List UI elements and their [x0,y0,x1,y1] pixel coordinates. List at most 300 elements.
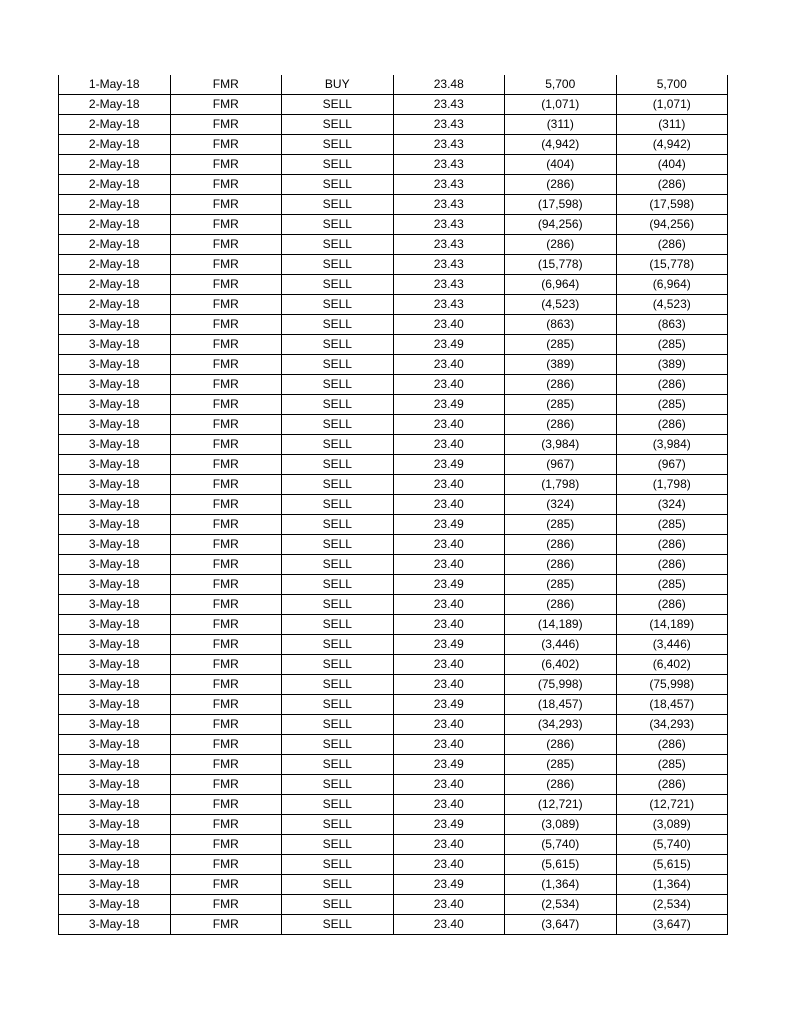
price-cell: 23.40 [393,355,505,375]
trade-date-cell: 3-May-18 [59,535,171,555]
trade-date-cell: 3-May-18 [59,515,171,535]
table-row [59,75,728,95]
trade-date-cell: 2-May-18 [59,235,171,255]
shares-cell: (324) [505,495,617,515]
shares-cell: (3,984) [505,435,617,455]
table-row [59,415,728,435]
shares-cell: (286) [505,735,617,755]
table-row [59,815,728,835]
net-shares-cell: (17,598) [616,195,728,215]
price-cell: 23.49 [393,755,505,775]
action-cell: SELL [282,775,394,795]
price-cell: 23.49 [393,875,505,895]
price-cell: 23.49 [393,515,505,535]
net-shares-cell: (12,721) [616,795,728,815]
trade-date-cell: 3-May-18 [59,355,171,375]
price-cell: 23.49 [393,335,505,355]
table-row [59,535,728,555]
trade-date-cell: 3-May-18 [59,595,171,615]
table-row [59,735,728,755]
action-cell: SELL [282,535,394,555]
action-cell: SELL [282,875,394,895]
net-shares-cell: (967) [616,455,728,475]
shares-cell: (389) [505,355,617,375]
table-row [59,595,728,615]
net-shares-cell: (285) [616,515,728,535]
net-shares-cell: (286) [616,175,728,195]
price-cell: 23.43 [393,295,505,315]
holder-cell: FMR [170,495,282,515]
price-cell: 23.43 [393,135,505,155]
table-row [59,495,728,515]
net-shares-cell: (286) [616,735,728,755]
net-shares-cell: (5,615) [616,855,728,875]
price-cell: 23.43 [393,235,505,255]
table-row [59,615,728,635]
table-row [59,135,728,155]
action-cell: SELL [282,135,394,155]
action-cell: SELL [282,475,394,495]
price-cell: 23.49 [393,815,505,835]
net-shares-cell: (389) [616,355,728,375]
price-cell: 23.40 [393,315,505,335]
table-row [59,295,728,315]
net-shares-cell: (286) [616,375,728,395]
table-row [59,215,728,235]
holder-cell: FMR [170,75,282,95]
table-row [59,315,728,335]
price-cell: 23.40 [393,655,505,675]
holder-cell: FMR [170,435,282,455]
price-cell: 23.49 [393,395,505,415]
holder-cell: FMR [170,475,282,495]
trade-date-cell: 3-May-18 [59,695,171,715]
trade-date-cell: 3-May-18 [59,755,171,775]
shares-cell: (1,798) [505,475,617,495]
holder-cell: FMR [170,195,282,215]
action-cell: SELL [282,695,394,715]
action-cell: SELL [282,835,394,855]
shares-cell: (967) [505,455,617,475]
price-cell: 23.40 [393,615,505,635]
shares-cell: (1,071) [505,95,617,115]
price-cell: 23.40 [393,895,505,915]
price-cell: 23.43 [393,95,505,115]
holder-cell: FMR [170,875,282,895]
action-cell: SELL [282,155,394,175]
price-cell: 23.43 [393,195,505,215]
action-cell: SELL [282,555,394,575]
net-shares-cell: (285) [616,755,728,775]
action-cell: SELL [282,855,394,875]
transactions-table-body [59,75,728,935]
table-row [59,695,728,715]
net-shares-cell: (286) [616,415,728,435]
trade-date-cell: 2-May-18 [59,195,171,215]
net-shares-cell: (34,293) [616,715,728,735]
holder-cell: FMR [170,735,282,755]
net-shares-cell: (18,457) [616,695,728,715]
shares-cell: (286) [505,595,617,615]
price-cell: 23.49 [393,575,505,595]
price-cell: 23.43 [393,155,505,175]
action-cell: SELL [282,635,394,655]
action-cell: SELL [282,415,394,435]
trade-date-cell: 3-May-18 [59,635,171,655]
shares-cell: (286) [505,775,617,795]
holder-cell: FMR [170,455,282,475]
net-shares-cell: (285) [616,335,728,355]
trade-date-cell: 3-May-18 [59,875,171,895]
shares-cell: (4,942) [505,135,617,155]
action-cell: SELL [282,295,394,315]
trade-date-cell: 2-May-18 [59,295,171,315]
trade-date-cell: 1-May-18 [59,75,171,95]
shares-cell: (863) [505,315,617,335]
action-cell: SELL [282,395,394,415]
net-shares-cell: (286) [616,595,728,615]
trade-date-cell: 3-May-18 [59,735,171,755]
net-shares-cell: (404) [616,155,728,175]
table-row [59,775,728,795]
net-shares-cell: (286) [616,235,728,255]
trade-date-cell: 3-May-18 [59,375,171,395]
net-shares-cell: (2,534) [616,895,728,915]
holder-cell: FMR [170,655,282,675]
price-cell: 23.40 [393,595,505,615]
trade-date-cell: 3-May-18 [59,495,171,515]
net-shares-cell: (3,446) [616,635,728,655]
action-cell: SELL [282,455,394,475]
action-cell: SELL [282,335,394,355]
price-cell: 23.40 [393,735,505,755]
trade-date-cell: 3-May-18 [59,675,171,695]
price-cell: 23.40 [393,715,505,735]
shares-cell: (75,998) [505,675,617,695]
table-row [59,95,728,115]
table-row [59,455,728,475]
shares-cell: (286) [505,235,617,255]
net-shares-cell: 5,700 [616,75,728,95]
price-cell: 23.40 [393,915,505,935]
net-shares-cell: (285) [616,575,728,595]
holder-cell: FMR [170,555,282,575]
price-cell: 23.49 [393,635,505,655]
price-cell: 23.40 [393,555,505,575]
action-cell: SELL [282,755,394,775]
net-shares-cell: (286) [616,555,728,575]
net-shares-cell: (4,523) [616,295,728,315]
price-cell: 23.40 [393,775,505,795]
net-shares-cell: (5,740) [616,835,728,855]
trade-date-cell: 3-May-18 [59,775,171,795]
net-shares-cell: (3,089) [616,815,728,835]
holder-cell: FMR [170,215,282,235]
action-cell: SELL [282,655,394,675]
shares-cell: (6,402) [505,655,617,675]
action-cell: SELL [282,675,394,695]
shares-cell: (17,598) [505,195,617,215]
trade-date-cell: 3-May-18 [59,415,171,435]
trade-date-cell: 2-May-18 [59,135,171,155]
price-cell: 23.49 [393,695,505,715]
table-row [59,175,728,195]
trade-date-cell: 3-May-18 [59,335,171,355]
shares-cell: (15,778) [505,255,617,275]
price-cell: 23.43 [393,255,505,275]
price-cell: 23.40 [393,495,505,515]
holder-cell: FMR [170,375,282,395]
net-shares-cell: (15,778) [616,255,728,275]
shares-cell: (404) [505,155,617,175]
action-cell: SELL [282,255,394,275]
action-cell: SELL [282,495,394,515]
holder-cell: FMR [170,515,282,535]
net-shares-cell: (285) [616,395,728,415]
trade-date-cell: 2-May-18 [59,175,171,195]
shares-cell: (3,647) [505,915,617,935]
trade-date-cell: 3-May-18 [59,575,171,595]
price-cell: 23.43 [393,275,505,295]
shares-cell: (3,446) [505,635,617,655]
shares-cell: (18,457) [505,695,617,715]
shares-cell: (285) [505,755,617,775]
shares-cell: (311) [505,115,617,135]
holder-cell: FMR [170,575,282,595]
table-row [59,235,728,255]
shares-cell: (286) [505,415,617,435]
holder-cell: FMR [170,115,282,135]
action-cell: SELL [282,615,394,635]
trade-date-cell: 3-May-18 [59,555,171,575]
shares-cell: (2,534) [505,895,617,915]
shares-cell: (4,523) [505,295,617,315]
trade-date-cell: 3-May-18 [59,435,171,455]
shares-cell: (285) [505,575,617,595]
net-shares-cell: (1,798) [616,475,728,495]
holder-cell: FMR [170,595,282,615]
action-cell: SELL [282,915,394,935]
trade-date-cell: 3-May-18 [59,655,171,675]
shares-cell: (94,256) [505,215,617,235]
shares-cell: (1,364) [505,875,617,895]
trade-date-cell: 3-May-18 [59,615,171,635]
net-shares-cell: (6,964) [616,275,728,295]
table-row [59,655,728,675]
table-row [59,755,728,775]
holder-cell: FMR [170,235,282,255]
holder-cell: FMR [170,415,282,435]
table-row [59,835,728,855]
holder-cell: FMR [170,535,282,555]
table-row [59,555,728,575]
action-cell: SELL [282,195,394,215]
holder-cell: FMR [170,715,282,735]
shares-cell: (286) [505,175,617,195]
trade-date-cell: 3-May-18 [59,915,171,935]
action-cell: SELL [282,795,394,815]
table-row [59,575,728,595]
transactions-table [58,75,728,935]
net-shares-cell: (3,984) [616,435,728,455]
trade-date-cell: 2-May-18 [59,215,171,235]
table-row [59,635,728,655]
table-row [59,375,728,395]
trade-date-cell: 3-May-18 [59,895,171,915]
net-shares-cell: (75,998) [616,675,728,695]
shares-cell: (5,740) [505,835,617,855]
price-cell: 23.43 [393,215,505,235]
price-cell: 23.40 [393,435,505,455]
action-cell: SELL [282,95,394,115]
holder-cell: FMR [170,155,282,175]
shares-cell: (14,189) [505,615,617,635]
net-shares-cell: (286) [616,775,728,795]
holder-cell: FMR [170,295,282,315]
holder-cell: FMR [170,315,282,335]
table-row [59,855,728,875]
net-shares-cell: (6,402) [616,655,728,675]
holder-cell: FMR [170,335,282,355]
table-row [59,395,728,415]
table-row [59,435,728,455]
holder-cell: FMR [170,795,282,815]
trade-date-cell: 2-May-18 [59,115,171,135]
price-cell: 23.40 [393,415,505,435]
action-cell: SELL [282,375,394,395]
price-cell: 23.40 [393,795,505,815]
trade-date-cell: 3-May-18 [59,395,171,415]
table-row [59,795,728,815]
action-cell: SELL [282,895,394,915]
trade-date-cell: 2-May-18 [59,95,171,115]
holder-cell: FMR [170,275,282,295]
action-cell: SELL [282,355,394,375]
price-cell: 23.43 [393,115,505,135]
shares-cell: (3,089) [505,815,617,835]
action-cell: SELL [282,215,394,235]
action-cell: SELL [282,595,394,615]
action-cell: SELL [282,115,394,135]
trade-date-cell: 3-May-18 [59,315,171,335]
holder-cell: FMR [170,95,282,115]
net-shares-cell: (4,942) [616,135,728,155]
price-cell: 23.40 [393,855,505,875]
action-cell: SELL [282,315,394,335]
price-cell: 23.40 [393,375,505,395]
table-row [59,475,728,495]
shares-cell: (286) [505,555,617,575]
price-cell: 23.40 [393,835,505,855]
trade-date-cell: 3-May-18 [59,855,171,875]
table-row [59,195,728,215]
shares-cell: (34,293) [505,715,617,735]
price-cell: 23.49 [393,455,505,475]
net-shares-cell: (1,364) [616,875,728,895]
trade-date-cell: 2-May-18 [59,255,171,275]
trade-date-cell: 2-May-18 [59,275,171,295]
holder-cell: FMR [170,615,282,635]
action-cell: SELL [282,815,394,835]
holder-cell: FMR [170,755,282,775]
holder-cell: FMR [170,695,282,715]
trade-date-cell: 3-May-18 [59,835,171,855]
action-cell: SELL [282,735,394,755]
table-row [59,255,728,275]
trade-date-cell: 3-May-18 [59,455,171,475]
holder-cell: FMR [170,175,282,195]
holder-cell: FMR [170,915,282,935]
action-cell: SELL [282,175,394,195]
net-shares-cell: (3,647) [616,915,728,935]
shares-cell: (285) [505,515,617,535]
price-cell: 23.48 [393,75,505,95]
holder-cell: FMR [170,135,282,155]
action-cell: SELL [282,235,394,255]
trade-date-cell: 3-May-18 [59,815,171,835]
table-row [59,115,728,135]
shares-cell: (6,964) [505,275,617,295]
table-row [59,915,728,935]
action-cell: SELL [282,275,394,295]
trade-date-cell: 2-May-18 [59,155,171,175]
shares-cell: (286) [505,375,617,395]
action-cell: BUY [282,75,394,95]
action-cell: SELL [282,715,394,735]
shares-cell: 5,700 [505,75,617,95]
price-cell: 23.40 [393,675,505,695]
net-shares-cell: (324) [616,495,728,515]
action-cell: SELL [282,575,394,595]
price-cell: 23.40 [393,475,505,495]
holder-cell: FMR [170,675,282,695]
shares-cell: (5,615) [505,855,617,875]
holder-cell: FMR [170,635,282,655]
holder-cell: FMR [170,815,282,835]
table-row [59,515,728,535]
net-shares-cell: (286) [616,535,728,555]
table-row [59,715,728,735]
holder-cell: FMR [170,355,282,375]
action-cell: SELL [282,515,394,535]
net-shares-cell: (863) [616,315,728,335]
price-cell: 23.43 [393,175,505,195]
net-shares-cell: (94,256) [616,215,728,235]
trade-date-cell: 3-May-18 [59,475,171,495]
table-row [59,275,728,295]
trade-date-cell: 3-May-18 [59,715,171,735]
shares-cell: (285) [505,335,617,355]
net-shares-cell: (1,071) [616,95,728,115]
trade-date-cell: 3-May-18 [59,795,171,815]
price-cell: 23.40 [393,535,505,555]
holder-cell: FMR [170,775,282,795]
holder-cell: FMR [170,895,282,915]
table-row [59,335,728,355]
shares-cell: (285) [505,395,617,415]
table-row [59,355,728,375]
table-row [59,155,728,175]
shares-cell: (12,721) [505,795,617,815]
holder-cell: FMR [170,855,282,875]
holder-cell: FMR [170,255,282,275]
net-shares-cell: (311) [616,115,728,135]
holder-cell: FMR [170,835,282,855]
shares-cell: (286) [505,535,617,555]
action-cell: SELL [282,435,394,455]
table-row [59,875,728,895]
table-row [59,895,728,915]
